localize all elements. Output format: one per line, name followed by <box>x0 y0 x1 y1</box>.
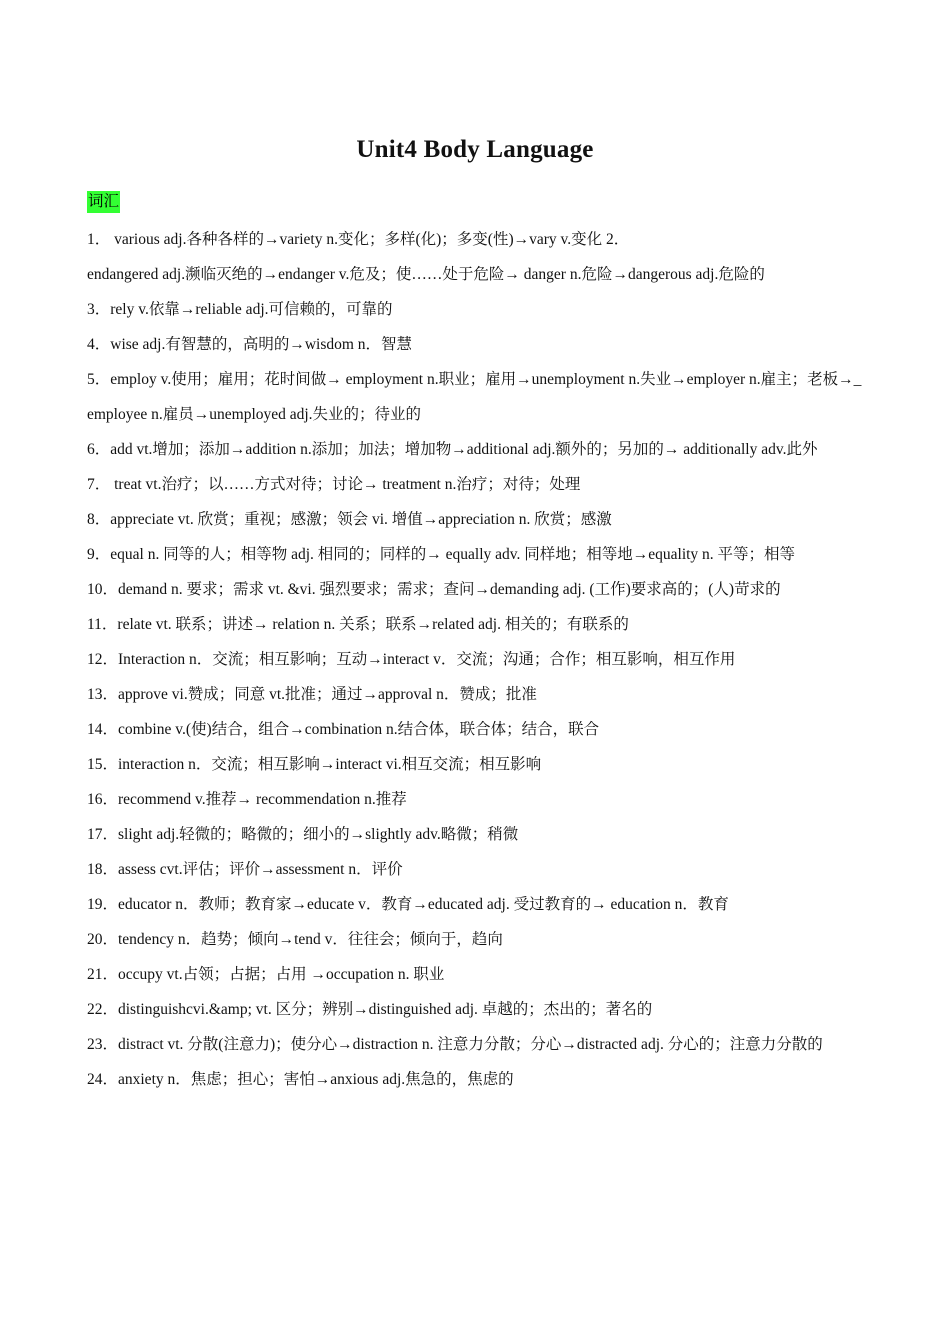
vocab-entry-20: 20．tendency n．趋势；倾向→tend v．往往会；倾向于，趋向 <box>87 931 503 948</box>
vocab-entry-22: 22．distinguishcvi.&amp; vt. 区分；辨别→distinguished adj. 卓越的；杰出的；著名的 <box>87 1001 653 1018</box>
vocab-entry-13: 13．approve vi.赞成；同意 vt.批准；通过→approval n．赞成；批准 <box>87 686 537 703</box>
vocab-entry-24: 24．anxiety n．焦虑；担心；害怕→anxious adj.焦急的，焦虑的 <box>87 1071 514 1088</box>
vocab-entry-4: 4．wise adj.有智慧的，高明的→wisdom n．智慧 <box>87 336 413 353</box>
page-title: Unit4 Body Language <box>356 136 594 163</box>
vocab-entry-9: 9．equal n. 同等的人；相等物 adj. 相同的；同样的→ equally adv. 同样地；相等地→equality n. 平等；相等 <box>87 546 796 563</box>
vocab-entry-21: 21．occupy vt.占领；占据；占用 →occupation n. 职业 <box>87 966 445 983</box>
vocabulary-list <box>87 222 862 1097</box>
section-label-vocabulary: 词汇 <box>87 191 120 213</box>
vocab-entry-7: 7． treat vt.治疗；以……方式对待；讨论→ treatment n.治疗；对待；处理 <box>87 476 581 493</box>
vocab-entry-3: 3．rely v.依靠→reliable adj.可信赖的，可靠的 <box>87 301 393 318</box>
vocab-entry-17: 17．slight adj.轻微的；略微的；细小的→slightly adv.略微；稍微 <box>87 826 519 843</box>
vocab-entry-23: 23．distract vt. 分散(注意力)；使分心→distraction n. 注意力分散；分心→distracted adj. 分心的；注意力分散的 <box>87 1036 823 1053</box>
vocab-entry-18: 18．assess cvt.评估；评价→assessment n．评价 <box>87 861 403 878</box>
vocab-entry-6: 6．add vt.增加；添加→addition n.添加；加法；增加物→additional adj.额外的；另加的→ additionally adv.此外 <box>87 441 818 458</box>
vocab-entry-12: 12．Interaction n．交流；相互影响；互动→interact v．交流；沟通；合作；相互影响，相互作用 <box>87 651 736 668</box>
vocab-entry-5: 5．employ v.使用；雇用；花时间做→ employment n.职业；雇用→unemployment n.失业→employer n.雇主；老板→_employee n.雇员→unemployed adj.失业的；待业的 <box>87 371 862 423</box>
vocab-entry-11: 11．relate vt. 联系；讲述→ relation n. 关系；联系→related adj. 相关的；有联系的 <box>87 616 629 633</box>
vocab-entry-19: 19．educator n．教师；教育家→educate v．教育→educated adj. 受过教育的→ education n．教育 <box>87 896 729 913</box>
vocab-entry-1-start: 1． various adj.各种各样的→variety n.变化；多样(化)；多变(性)→vary v.变化 2． <box>87 231 630 248</box>
vocab-entry-2: endangered adj.濒临灭绝的→endanger v.危及；使……处于危险→ danger n.危险→dangerous adj.危险的 <box>87 266 765 283</box>
vocab-entry-16: 16．recommend v.推荐→ recommendation n.推荐 <box>87 791 407 808</box>
vocab-entry-10: 10．demand n. 要求；需求 vt. &vi. 强烈要求；需求；查问→demanding adj. (工作)要求高的；(人)苛求的 <box>87 581 781 598</box>
vocab-entry-14: 14．combine v.(使)结合，组合→combination n.结合体，联合体；结合，联合 <box>87 721 600 738</box>
vocab-entry-8: 8．appreciate vt. 欣赏；重视；感激；领会 vi. 增值→appreciation n. 欣赏；感激 <box>87 511 612 528</box>
vocab-entry-15: 15．interaction n．交流；相互影响→interact vi.相互交流；相互影响 <box>87 756 542 773</box>
